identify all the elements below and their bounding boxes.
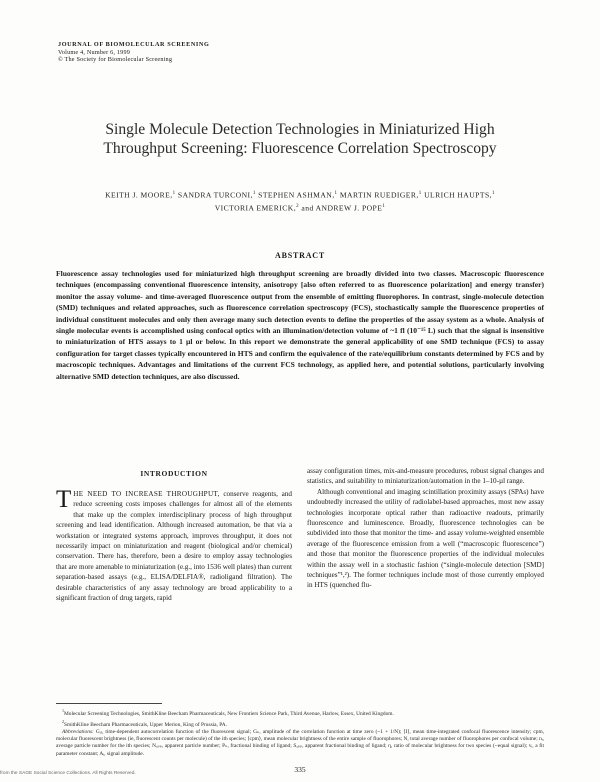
footnote-1-text: Molecular Screening Technologies, SmithKline Beecham Pharmaceuticals, New Frontiers Science Park, Third Avenue, Harlow, Essex, United Kingdom.	[64, 710, 394, 717]
author-name: ULRICH HAUPTS,	[424, 190, 492, 200]
authors-line-2	[40, 201, 560, 214]
footnote-2-text: SmithKline Beecham Pharmaceuticals, Upper Merion, King of Prussia, PA.	[64, 721, 227, 728]
journal-copyright: © The Society for Biomolecular Screening	[58, 56, 173, 64]
introduction-right-column	[307, 466, 544, 591]
footnote-1	[56, 707, 544, 718]
paper-title	[40, 120, 560, 158]
author-affiliation-mark: 2	[296, 203, 300, 209]
drop-cap: T	[56, 486, 72, 513]
lead-in-caps: HE NEED TO INCREASE THROUGHPUT,	[73, 490, 220, 498]
right-column-paragraph-1: assay configuration times, mix-and-measure procedures, robust signal changes and statistics, and suitability to miniaturization/automation in the 1–10-µl range.	[307, 467, 544, 486]
author-name: MARTIN RUEDIGER,	[339, 190, 419, 200]
author-affiliation-mark: 1	[382, 203, 386, 209]
title-line-2: Throughput Screening: Fluorescence Correlation Spectroscopy	[103, 140, 497, 157]
introduction-paragraph	[56, 486, 292, 603]
journal-volume: Volume 4, Number 6, 1999	[58, 48, 131, 56]
footnote-2-mark: 2	[62, 719, 64, 724]
author-affiliation-mark: 1	[491, 191, 495, 196]
footnote-2	[56, 718, 544, 729]
author-name: and ANDREW J. POPE	[301, 203, 383, 213]
author-name: SANDRA TURCONI,	[177, 190, 253, 200]
journal-name: JOURNAL OF BIOMOLECULAR SCREENING	[58, 41, 210, 48]
author-name: STEPHEN ASHMAN,	[258, 190, 335, 200]
author-affiliation-mark: 1	[252, 191, 256, 196]
author-affiliation-mark: 1	[172, 191, 176, 196]
footnote-1-mark: 1	[62, 708, 64, 713]
introduction-left-column	[56, 486, 292, 603]
right-column-paragraph-2: Although conventional and imaging scintillation proximity assays (SPAs) have undoubtedly increased the utility of radiolabel-based approaches, most new assay technologies incorporate optical rather than radioactive readouts, primarily fluorescence and luminescence. Broadly, fluorescence technologies can be subdivided into those that monitor the time- and assay volume-weighted ensemble average of the fluorescence emission from a well (“macroscopic fluorescence”) and those that monitor the fluorescence properties of the individual molecules within the assay well in a stochastic fashion (“single-molecule detection [SMD] techniques”¹,²). The former techniques include most of those currently employed in HTS (quenched flu-	[307, 487, 544, 590]
download-note: from the SAGE Social Science Collections. All Rights Reserved.	[0, 771, 136, 776]
page-number: 335	[294, 765, 306, 774]
left-column-text: conserve reagents, and reduce screening costs imposes challenges for almost all of the elements that make up the complex interdisciplinary process of high throughput screening and lead identification. Although increased automation, be that via a workstation or integrated systems approach, improves throughput, it does not necessarily impact on miniaturization and reagent (biological and/or chemical) conservation. There has, therefore, been a desire to employ assay technologies that are more amenable to miniaturization (e.g., into 1536 well plates) than current separation-based assays (e.g., ELISA/DELFIA®, radioligand filtration). The desirable characteristics of any assay technology are broad applicability to a significant fraction of drug targets, rapid	[56, 490, 292, 603]
journal-header	[58, 41, 209, 64]
footnote-divider	[56, 703, 162, 704]
introduction-heading: INTRODUCTION	[140, 469, 208, 478]
author-name: VICTORIA EMERICK,	[214, 203, 297, 213]
abbreviations-label: Abbreviations:	[62, 729, 94, 735]
abbreviations	[56, 729, 544, 758]
title-line-1: Single Molecule Detection Technologies in Miniaturized High	[105, 121, 495, 138]
author-affiliation-mark: 1	[334, 191, 338, 196]
abbreviations-text: Gᵢⱼ, time-dependent autocorrelation function of the fluorescent signal; Gₙ, amplitude of the correlation function at time zero (~1 + 1/N); ⟨I⟩, mean time-integrated confocal fluorescence intensity; cpm, molecular fluorescent brightness (ie, fluorescent counts per molecule) of the ith species; ⟨cpm⟩, mean molecular brightness of the entire sample of fluorophores; N, total average number of fluorophores per confocal volume; nᵢ, average particle number for the ith species; Nₐₚₚ, apparent particle number; Pₙ, fractional binding of ligand; Sₐₚₚ, apparent fractional binding of ligand; η, ratio of molecular brightness for two species (~equal signal); vᵢ, a fit parameter constant; Aᵢ, signal amplitude.	[56, 729, 544, 757]
abstract-body: Fluorescence assay technologies used for miniaturized high throughput screening are broadly divided into two classes. Macroscopic fluorescence techniques (encompassing conventional fluorescence intensity, anisotropy [also often referred to as fluorescence polarization] and energy transfer) monitor the assay volume- and time-averaged fluorescence output from the ensemble of emitting fluorophores. In contrast, single-molecule detection (SMD) techniques and related approaches, such as fluorescence correlation spectroscopy (FCS), stochastically sample the fluorescence properties of individual constituent molecules and only then average many such detection events to define the properties of the assay system as a whole. Analysis of single molecular events is accomplished using confocal optics with an illumination/detection volume of ~1 fl (10⁻¹⁵ L) such that the signal is insensitive to miniaturization of HTS assays to 1 µl or below. In this report we demonstrate the general applicability of one SMD technique (FCS) to assay configuration for target classes typically encountered in HTS and confirm the equivalence of the rate/equilibrium constants determined by FCS and by macroscopic techniques. Advantages and limitations of the current FCS technology, as applied here, and potential solutions, particularly involving alternative SMD detection techniques, are also discussed.	[56, 269, 544, 381]
abstract-heading: ABSTRACT	[275, 251, 325, 260]
author-list	[40, 188, 560, 213]
author-name: KEITH J. MOORE,	[105, 190, 173, 200]
authors-line-1	[40, 188, 560, 201]
footnotes	[56, 707, 544, 758]
author-affiliation-mark: 1	[418, 191, 422, 196]
